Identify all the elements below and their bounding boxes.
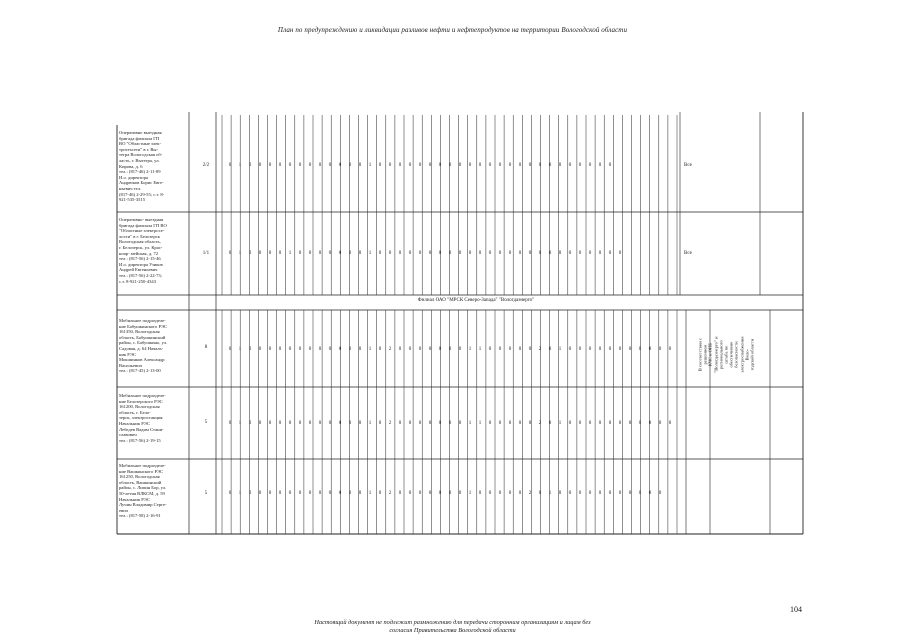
value-cell: 0 <box>358 421 362 426</box>
value-cell: 0 <box>478 251 482 256</box>
value-cell: 1 <box>368 347 372 352</box>
value-cell: 0 <box>498 251 502 256</box>
value-cell: 0 <box>628 347 632 352</box>
value-cell: 0 <box>278 491 282 496</box>
value-cell: 0 <box>638 491 642 496</box>
page-footer: Настоящий документ не подлежит размножению для передачи сторонним организациям и лицам без согласия Правительства Вологодской области <box>314 619 591 634</box>
value-cell: 0 <box>278 421 282 426</box>
value-cell: 1 <box>238 251 242 256</box>
value-cell: 2 <box>528 491 532 496</box>
value-cell: 0 <box>488 347 492 352</box>
value-cell: 0 <box>568 421 572 426</box>
value-cell: 0 <box>418 251 422 256</box>
value-cell: 0 <box>498 347 502 352</box>
value-cell: 0 <box>568 163 572 168</box>
value-cell: 0 <box>378 421 382 426</box>
org-cell-vytegra: Оперативно выездная бригада филиала ГП ВО "Областные элек- тротехсети" в г. Вы- тегра Вологодская об- ласть, г. Вытегра, ул. Кирова, д. 6 тел.: (817-46) 2-11-09 И.о. директора Андрюков Борис Евге- ньевич тел. (817-46) 2-29-55; с.т. 8- 921-535-3515 <box>119 130 165 203</box>
value-cell: 0 <box>598 163 602 168</box>
value-cell: 0 <box>648 347 652 352</box>
value-cell: 0 <box>338 347 342 352</box>
value-cell: 0 <box>348 251 352 256</box>
value-cell: 0 <box>598 491 602 496</box>
value-cell: 0 <box>448 421 452 426</box>
value-cell: 0 <box>328 491 332 496</box>
value-cell: 0 <box>598 421 602 426</box>
value-cell: 0 <box>478 491 482 496</box>
value-cell: 0 <box>548 251 552 256</box>
value-cell: 2 <box>388 421 392 426</box>
value-cell: 0 <box>598 347 602 352</box>
value-cell: 0 <box>578 347 582 352</box>
value-cell: 0 <box>438 163 442 168</box>
value-cell: 0 <box>348 163 352 168</box>
value-cell: 0 <box>268 347 272 352</box>
value-cell: 0 <box>288 421 292 426</box>
value-cell: 0 <box>638 347 642 352</box>
value-cell: 0 <box>588 347 592 352</box>
value-cell: 0 <box>398 251 402 256</box>
value-cell: 0 <box>398 347 402 352</box>
value-cell: 1 <box>468 347 472 352</box>
value-cell: 0 <box>248 491 252 496</box>
value-cell: 0 <box>508 163 512 168</box>
value-cell: 1 <box>238 347 242 352</box>
value-cell: 1 <box>368 491 372 496</box>
value-cell: 0 <box>338 421 342 426</box>
value-cell: 1 <box>238 491 242 496</box>
value-cell: 1 <box>368 163 372 168</box>
value-cell: 0 <box>288 347 292 352</box>
value-cell: 0 <box>228 163 232 168</box>
value-cell: 0 <box>318 251 322 256</box>
value-cell: 0 <box>408 347 412 352</box>
value-cell: 0 <box>448 347 452 352</box>
value-cell: 0 <box>588 251 592 256</box>
value-cell: 0 <box>418 347 422 352</box>
value-cell: 0 <box>538 163 542 168</box>
value-cell: 2 <box>388 347 392 352</box>
value-cell: 0 <box>388 163 392 168</box>
value-cell: 0 <box>498 491 502 496</box>
value-cell: 0 <box>458 421 462 426</box>
value-cell: 0 <box>358 347 362 352</box>
value-cell: 0 <box>228 251 232 256</box>
value-cell: 0 <box>658 421 662 426</box>
value-cell: 2 <box>388 491 392 496</box>
value-cell: 0 <box>418 491 422 496</box>
value-cell: 1 <box>468 421 472 426</box>
value-cell: 0 <box>298 421 302 426</box>
value-cell: 0 <box>268 421 272 426</box>
value-cell: 0 <box>658 347 662 352</box>
value-cell: 1 <box>548 491 552 496</box>
value-cell: 0 <box>258 163 262 168</box>
value-cell: 0 <box>328 421 332 426</box>
value-cell: 1 <box>368 421 372 426</box>
org-cell-vashki: Мобильное подразделе- ние Вашкинского РЭС 161250, Вологодская область, Вашкинский район, с. Липин Бор, ул. 50-летия ВЛКСМ, д. 59 Начальник РЭС Лучин Владимир Серге- евич тел.: (817-58) 2-16-91 <box>119 463 167 519</box>
value-cell: 0 <box>308 251 312 256</box>
note-cell-vytegra: Все <box>684 163 692 168</box>
value-cell: 0 <box>488 421 492 426</box>
value-cell: 0 <box>578 491 582 496</box>
value-cell: 0 <box>378 347 382 352</box>
value-cell: 0 <box>278 251 282 256</box>
value-cell: 0 <box>528 347 532 352</box>
value-cell: 0 <box>348 421 352 426</box>
value-cell: 0 <box>618 251 622 256</box>
count-cell-babushkino: 8 <box>204 345 208 350</box>
value-cell: 0 <box>248 251 252 256</box>
value-cell: 0 <box>338 491 342 496</box>
value-cell: 0 <box>608 421 612 426</box>
value-cell: 0 <box>468 163 472 168</box>
value-cell: 0 <box>488 251 492 256</box>
value-cell: 0 <box>438 421 442 426</box>
value-cell: 0 <box>518 347 522 352</box>
value-cell: 0 <box>398 421 402 426</box>
value-cell: 0 <box>258 347 262 352</box>
value-cell: 0 <box>418 163 422 168</box>
org-cell-babushkino: Мобильное подразделе- ние Бабушкинского РЭС 161350, Вологодская область, Бабушкинский район, с. Бабушкино, ул. Садовая, д. 64 Началь- ник РЭС Мокшинков Александр Васильевич тел.: (817-45) 2-13-00 <box>119 318 168 374</box>
value-cell: 0 <box>508 251 512 256</box>
value-cell: 0 <box>358 163 362 168</box>
value-cell: 0 <box>308 347 312 352</box>
value-cell: 0 <box>268 251 272 256</box>
value-cell: 0 <box>578 421 582 426</box>
value-cell: 0 <box>438 491 442 496</box>
value-cell: 0 <box>428 491 432 496</box>
value-cell: 0 <box>658 491 662 496</box>
value-cell: 0 <box>488 491 492 496</box>
value-cell: 0 <box>448 163 452 168</box>
value-cell: 0 <box>398 163 402 168</box>
value-cell: 0 <box>428 347 432 352</box>
value-cell: 1 <box>368 251 372 256</box>
value-cell: 0 <box>308 163 312 168</box>
value-cell: 0 <box>558 251 562 256</box>
value-cell: 0 <box>618 421 622 426</box>
value-cell: 2 <box>538 421 542 426</box>
value-cell: 0 <box>458 163 462 168</box>
value-cell: 0 <box>508 421 512 426</box>
value-cell: 0 <box>648 491 652 496</box>
value-cell: 0 <box>318 163 322 168</box>
value-cell: 0 <box>558 491 562 496</box>
value-cell: 0 <box>228 491 232 496</box>
value-cell: 0 <box>408 421 412 426</box>
value-cell: 0 <box>518 491 522 496</box>
value-cell: 0 <box>518 163 522 168</box>
value-cell: 0 <box>318 421 322 426</box>
value-cell: 0 <box>268 163 272 168</box>
value-cell: 0 <box>248 347 252 352</box>
org-cell-belozersk-res: Мобильное подразделе- ние Белозерского РЭС 161200, Вологодская область, г. Бело- зерск, электростанция Начальник РЭС Лебедев Вадим Стани- славович тел.: (817-56) 2-19-15 <box>119 393 166 443</box>
value-cell: 0 <box>608 163 612 168</box>
value-cell: 0 <box>298 163 302 168</box>
value-cell: 0 <box>518 251 522 256</box>
value-cell: 0 <box>418 421 422 426</box>
value-cell: 0 <box>408 491 412 496</box>
value-cell: 0 <box>358 251 362 256</box>
value-cell: 0 <box>478 163 482 168</box>
note-cell-belozersk: Все <box>684 251 692 256</box>
value-cell: 0 <box>528 421 532 426</box>
value-cell: 0 <box>588 163 592 168</box>
value-cell: 0 <box>228 347 232 352</box>
value-cell: 0 <box>448 491 452 496</box>
value-cell: 0 <box>258 251 262 256</box>
value-cell: 0 <box>248 421 252 426</box>
value-cell: 0 <box>388 251 392 256</box>
value-cell: 0 <box>428 251 432 256</box>
value-cell: 0 <box>408 163 412 168</box>
value-cell: 0 <box>458 251 462 256</box>
count-cell-belozersk: 1/1 <box>202 251 210 256</box>
value-cell: 0 <box>608 491 612 496</box>
value-cell: 0 <box>298 491 302 496</box>
value-cell: 0 <box>248 163 252 168</box>
value-cell: 1 <box>288 251 292 256</box>
count-cell-vytegra: 2/2 <box>202 163 210 168</box>
page-number: 104 <box>790 605 802 614</box>
value-cell: 0 <box>328 163 332 168</box>
value-cell: 0 <box>278 163 282 168</box>
value-cell: 0 <box>438 251 442 256</box>
value-cell: 0 <box>618 491 622 496</box>
org-cell-belozersk: Оперативно- выездная бригада филиала ГП ВО "Областные электросе- лости" в г. Белозерск Вологодская область, г. Белозерск, ул. Крас- ноар- мейская, д. 72 тел.: (817-56) 2-15-46 И.о. директора Узиков Андрей Евгеньевич тел.: (817-56) 2-22-73; с.т. 8-921-250-4343 <box>119 217 167 284</box>
value-cell: 0 <box>408 251 412 256</box>
value-cell: 0 <box>308 421 312 426</box>
value-cell: 0 <box>378 491 382 496</box>
value-cell: 0 <box>348 491 352 496</box>
value-cell: 0 <box>438 347 442 352</box>
value-cell: 1 <box>478 347 482 352</box>
vertical-note <box>697 301 755 409</box>
value-cell: 0 <box>298 251 302 256</box>
section-band: Филиал ОАО "МРСК Северо-Запада" "Вологдаэнерго" <box>417 298 535 303</box>
value-cell: 0 <box>628 421 632 426</box>
value-cell: 0 <box>528 163 532 168</box>
value-cell: 0 <box>458 347 462 352</box>
value-cell: 0 <box>428 421 432 426</box>
value-cell: 0 <box>568 347 572 352</box>
value-cell: 0 <box>538 251 542 256</box>
value-cell: 0 <box>598 251 602 256</box>
count-cell-belozersk-res: 5 <box>204 420 208 425</box>
value-cell: 0 <box>568 491 572 496</box>
value-cell: 0 <box>268 491 272 496</box>
value-cell: 0 <box>618 347 622 352</box>
value-cell: 0 <box>528 251 532 256</box>
value-cell: 0 <box>548 421 552 426</box>
value-cell: 0 <box>378 163 382 168</box>
value-cell: 0 <box>458 491 462 496</box>
value-cell: 0 <box>328 347 332 352</box>
value-cell: 0 <box>308 491 312 496</box>
value-cell: 2 <box>538 347 542 352</box>
value-cell: 1 <box>478 421 482 426</box>
value-cell: 0 <box>468 251 472 256</box>
value-cell: 0 <box>638 421 642 426</box>
value-cell: 0 <box>398 491 402 496</box>
value-cell: 0 <box>518 421 522 426</box>
value-cell: 0 <box>338 163 342 168</box>
value-cell: 0 <box>608 251 612 256</box>
value-cell: 0 <box>668 421 672 426</box>
value-cell: 0 <box>558 163 562 168</box>
value-cell: 0 <box>288 491 292 496</box>
value-cell: 0 <box>578 251 582 256</box>
value-cell: 0 <box>318 491 322 496</box>
page-header: План по предупреждению и ликвидации разливов нефти и нефтепродуктов на территории Вологодской области <box>277 26 628 34</box>
value-cell: 0 <box>548 163 552 168</box>
value-cell: 0 <box>568 251 572 256</box>
value-cell: 0 <box>288 163 292 168</box>
value-cell: 1 <box>558 347 562 352</box>
value-cell: 0 <box>278 347 282 352</box>
value-cell: 0 <box>548 347 552 352</box>
value-cell: 0 <box>578 163 582 168</box>
value-cell: 0 <box>588 421 592 426</box>
value-cell: 1 <box>238 163 242 168</box>
value-cell: 0 <box>538 491 542 496</box>
value-cell: 0 <box>488 163 492 168</box>
value-cell: 0 <box>378 251 382 256</box>
value-cell: 0 <box>328 251 332 256</box>
value-cell: 0 <box>318 347 322 352</box>
value-cell: 0 <box>298 347 302 352</box>
value-cell: 0 <box>348 347 352 352</box>
value-cell: 0 <box>608 347 612 352</box>
value-cell: 0 <box>498 421 502 426</box>
value-cell: 1 <box>238 421 242 426</box>
value-cell: 0 <box>338 251 342 256</box>
count-cell-vashki: 5 <box>204 491 208 496</box>
value-cell: 0 <box>508 491 512 496</box>
value-cell: 1 <box>558 421 562 426</box>
value-cell: 0 <box>668 347 672 352</box>
value-cell: 0 <box>508 347 512 352</box>
value-cell: 0 <box>588 491 592 496</box>
value-cell: 0 <box>448 251 452 256</box>
value-cell: 0 <box>228 421 232 426</box>
value-cell: 0 <box>258 491 262 496</box>
value-cell: 0 <box>358 491 362 496</box>
vertical-note-text: В соответствии с решением КЧС и ОПБ "Вологдаэнерго" и регионального штаба по обеспечению безопасности электроснабжения Воло- годской области <box>697 336 755 374</box>
value-cell: 0 <box>258 421 262 426</box>
value-cell: 0 <box>648 421 652 426</box>
value-cell: 0 <box>428 163 432 168</box>
value-cell: 0 <box>498 163 502 168</box>
value-cell: 0 <box>628 491 632 496</box>
value-cell: 1 <box>468 491 472 496</box>
